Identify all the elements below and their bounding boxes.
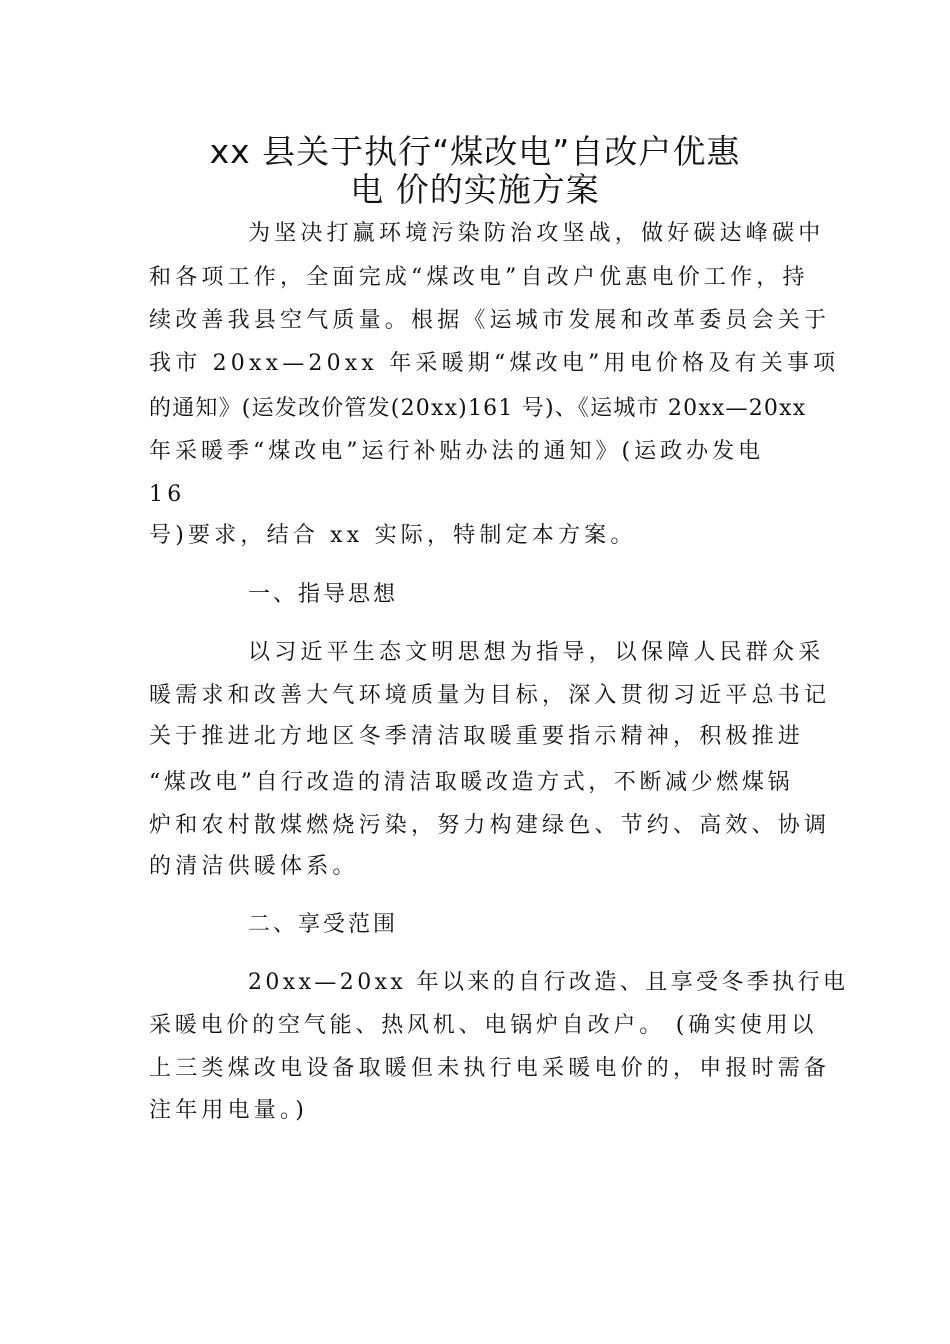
section-1-heading: 一、指导思想: [248, 582, 399, 607]
section-1-line-4: “煤改电”自行改造的清洁取暖改造方式，不断减少燃煤锅: [149, 770, 794, 795]
section-2-heading: 二、享受范围: [248, 912, 399, 937]
document-title-line-2: 电 价的实施方案: [350, 170, 600, 209]
section-2-line-1: 20xx—20xx 年以来的自行改造、且享受冬季执行电: [248, 970, 849, 995]
section-2-line-2: 采暖电价的空气能、热风机、电锅炉自改户。 (确实使用以: [149, 1013, 818, 1038]
intro-line-1: 为坚决打赢环境污染防治攻坚战，做好碳达峰碳中: [248, 221, 825, 246]
intro-line-2: 和各项工作，全面完成“煤改电”自改户优惠电价工作，持: [149, 265, 809, 290]
section-1-line-3: 关于推进北方地区冬季清洁取暖重要指示精神，积极推进: [149, 724, 805, 749]
intro-line-5: 的通知》(运发改价管发(20xx)161 号)、《运城市 20xx—20xx: [149, 396, 807, 421]
intro-line-7: 16: [149, 482, 186, 507]
section-1-line-1: 以习近平生态文明思想为指导，以保障人民群众采: [248, 640, 825, 665]
intro-line-8: 号)要求，结合 xx 实际，特制定本方案。: [149, 523, 637, 548]
section-1-line-5: 炉和农村散煤燃烧污染，努力构建绿色、节约、高效、协调: [149, 813, 831, 838]
intro-line-4: 我市 20xx—20xx 年采暖期“煤改电”用电价格及有关事项: [149, 351, 840, 376]
section-1-line-6: 的清洁供暖体系。: [149, 854, 359, 879]
intro-line-3: 续改善我县空气质量。根据《运城市发展和改革委员会关于: [149, 308, 831, 333]
document-title-line-1: xx 县关于执行“煤改电”自改户优惠: [209, 132, 741, 171]
section-2-line-4: 注年用电量。): [149, 1098, 308, 1123]
section-1-line-2: 暖需求和改善大气环境质量为目标，深入贯彻习近平总书记: [149, 683, 831, 708]
intro-line-6: 年采暖季“煤改电”运行补贴办法的通知》(运政办发电: [149, 439, 765, 464]
section-2-line-3: 上三类煤改电设备取暖但未执行电采暖电价的，申报时需备: [149, 1056, 831, 1081]
